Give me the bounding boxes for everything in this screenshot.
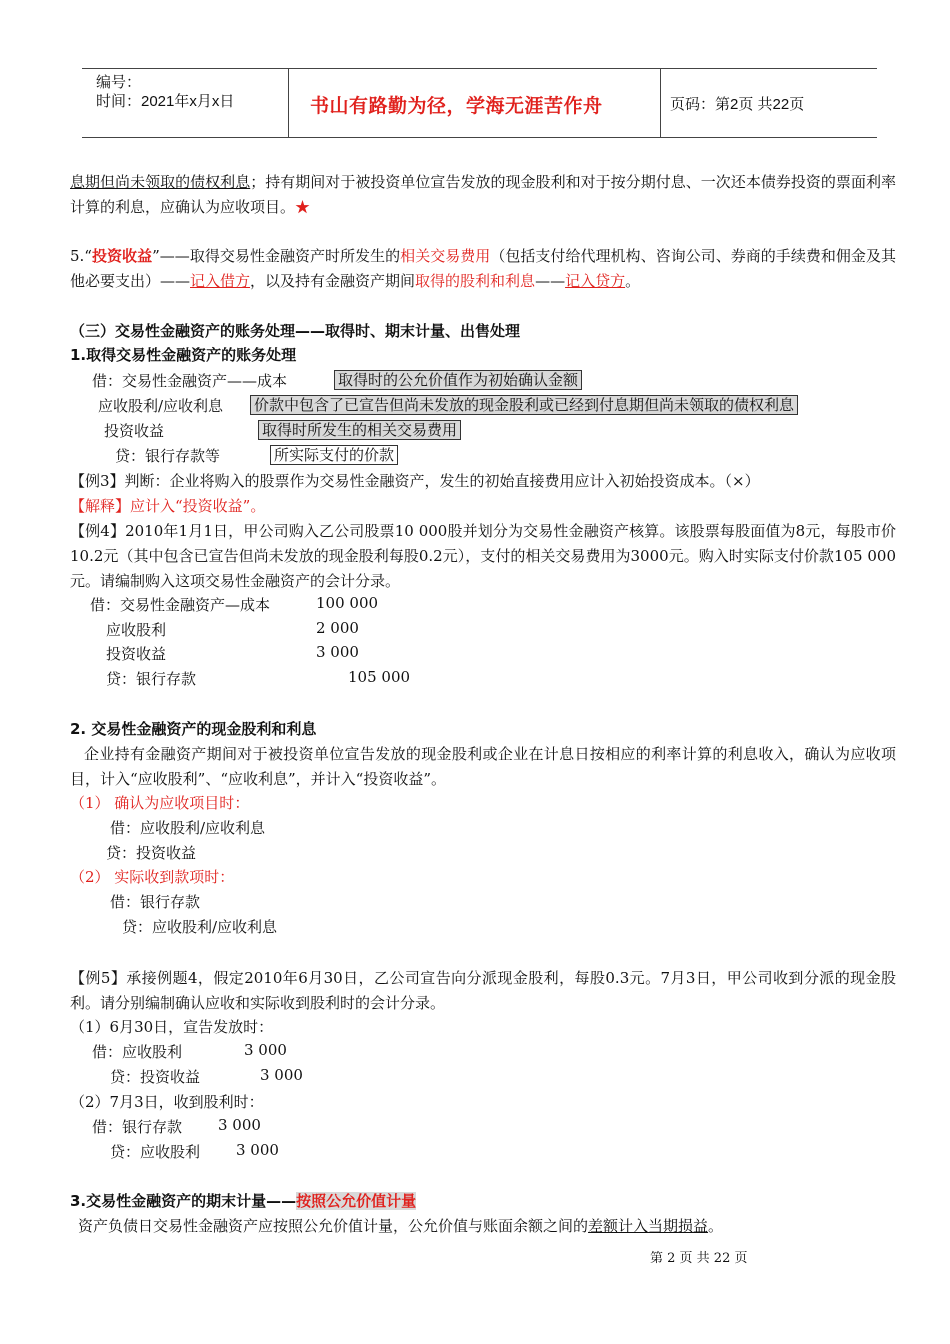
example-3: 【例3】判断：企业将购入的股票作为交易性金融资产，发生的初始直接费用应计入初始投资成本。（×） [70, 472, 760, 490]
page-footer: 第 2 页 共 22 页 [650, 1251, 748, 1266]
entry-line: 应收股利/应收利息 [98, 397, 224, 415]
subsection-title: 1.取得交易性金融资产的账务处理 [70, 346, 297, 364]
entry-amount: 3 000 [260, 1066, 303, 1084]
header-divider [660, 69, 661, 137]
entry-line: 投资收益 [104, 422, 165, 440]
entry-line: 贷：投资收益 [110, 1068, 201, 1086]
paragraph-text: ；持有期间对于被投资单位宣告发放的现金股利和对于按分期付息、一次还本债券投资的票面利率计算的利息，应确认为应收项目。 [70, 173, 896, 216]
header-motto: 书山有路勤为径，学海无涯苦作舟 [310, 95, 603, 117]
list-item: （2） 实际收到款项时： [70, 868, 235, 886]
paragraph-investment-income [70, 244, 896, 294]
list-item: （1） 确认为应收项目时： [70, 794, 250, 812]
entry-line: 借：应收股利/应收利息 [110, 819, 266, 837]
example-3-explanation: 【解释】应计入“投资收益”。 [70, 497, 266, 515]
text-fragment: 。 [625, 272, 641, 290]
annotation-box [250, 394, 798, 415]
text-fragment: 5.“ [70, 247, 92, 265]
header-page-info: 页码：第2页 共22页 [670, 96, 805, 113]
header-divider [288, 69, 289, 137]
subsection-title [70, 1190, 416, 1211]
entry-line: 贷：应收股利/应收利息 [122, 918, 278, 936]
entry-line: 借：应收股利 [92, 1043, 183, 1061]
entry-amount: 105 000 [348, 668, 411, 686]
entry-amount: 2 000 [316, 619, 359, 637]
highlight-term: 记入借方 [190, 272, 251, 290]
text-fragment: ”——取得交易性金融资产时所发生的 [152, 247, 401, 265]
highlight-term: 相关交易费用 [400, 247, 491, 265]
text-fragment: —— [535, 272, 566, 290]
highlight-term: 记入贷方 [565, 272, 626, 290]
entry-line: 贷：银行存款 [106, 670, 197, 688]
annotation-box [258, 419, 461, 440]
annotation-text: 取得时的公允价值作为初始确认金额 [334, 370, 582, 390]
title-text: 3.交易性金融资产的期末计量—— [70, 1192, 297, 1210]
paragraph-fair-value [70, 1214, 896, 1239]
text-fragment: ，以及持有金融资产期间 [250, 272, 416, 290]
entry-line: 借：银行存款 [110, 893, 201, 911]
star-icon: ★ [295, 198, 311, 216]
entry-line: 借：交易性金融资产——成本 [92, 372, 288, 390]
example-4: 【例4】2010年1月1日，甲公司购入乙公司股票10 000股并划分为交易性金融资产核算。该股票每股面值为8元，每股市价10.2元（其中包含已宣告但尚未发放的现金股利每股0.2元），支付的相关交易费用为3000元。购入时实际支付价款105 000元。请编制购入这项交易性金融资产的会计分录。 [70, 522, 896, 590]
entry-amount: 100 000 [316, 594, 379, 612]
list-item: （2）7月3日，收到股利时： [70, 1093, 264, 1111]
annotation-box [334, 369, 582, 390]
underlined-text: 息期但尚未领取的债权利息 [70, 173, 251, 191]
highlight-term: 取得的股利和利息 [415, 272, 536, 290]
example-5: 【例5】承接例题4，假定2010年6月30日，乙公司宣告向分派现金股利，每股0.3元。7月3日，甲公司收到分派的现金股利。请分别编制确认应收和实际收到股利时的会计分录。 [70, 969, 896, 1012]
entry-line: 贷：应收股利 [110, 1143, 201, 1161]
annotation-text: 所实际支付的价款 [270, 445, 398, 465]
paragraph-receivables [70, 170, 896, 220]
annotation-box [270, 444, 398, 465]
entry-line: 应收股利 [106, 621, 167, 639]
header-meta [96, 73, 234, 111]
page-header [82, 68, 877, 138]
list-item: （1）6月30日，宣告发放时： [70, 1018, 274, 1036]
section-title: （三）交易性金融资产的账务处理——取得时、期末计量、出售处理 [70, 322, 521, 340]
annotation-text: 价款中包含了已宣告但尚未发放的现金股利或已经到付息期但尚未领取的债权利息 [250, 395, 798, 415]
highlight-term: 投资收益 [91, 247, 153, 265]
paragraph-dividends: 企业持有金融资产期间对于被投资单位宣告发放的现金股利或企业在计息日按相应的利率计算的利息收入，确认为应收项目，计入“应收股利”、“应收利息”，并计入“投资收益”。 [70, 745, 896, 788]
doc-time-label: 时间：2021年x月x日 [96, 93, 235, 110]
entry-line: 贷：银行存款等 [115, 447, 221, 465]
text-fragment: 。 [708, 1217, 724, 1235]
highlight-term: 按照公允价值计量 [296, 1192, 417, 1210]
entry-amount: 3 000 [316, 643, 359, 661]
annotation-text: 取得时所发生的相关交易费用 [258, 420, 461, 440]
subsection-title: 2. 交易性金融资产的现金股利和利息 [70, 720, 317, 738]
underlined-text: 差额计入当期损益 [588, 1217, 709, 1235]
entry-line: 借：交易性金融资产—成本 [90, 596, 271, 614]
text-fragment: （包括支付给代理机构、咨询公司、券商的手续费和佣金及其他必要支出）—— [70, 247, 896, 290]
entry-line: 贷：投资收益 [106, 844, 197, 862]
doc-number-label: 编号： [96, 74, 142, 91]
entry-line: 投资收益 [106, 645, 167, 663]
entry-amount: 3 000 [218, 1116, 261, 1134]
entry-amount: 3 000 [236, 1141, 279, 1159]
text-fragment: 资产负债日交易性金融资产应按照公允价值计量，公允价值与账面余额之间的 [78, 1217, 589, 1235]
entry-amount: 3 000 [244, 1041, 287, 1059]
entry-line: 借：银行存款 [92, 1118, 183, 1136]
